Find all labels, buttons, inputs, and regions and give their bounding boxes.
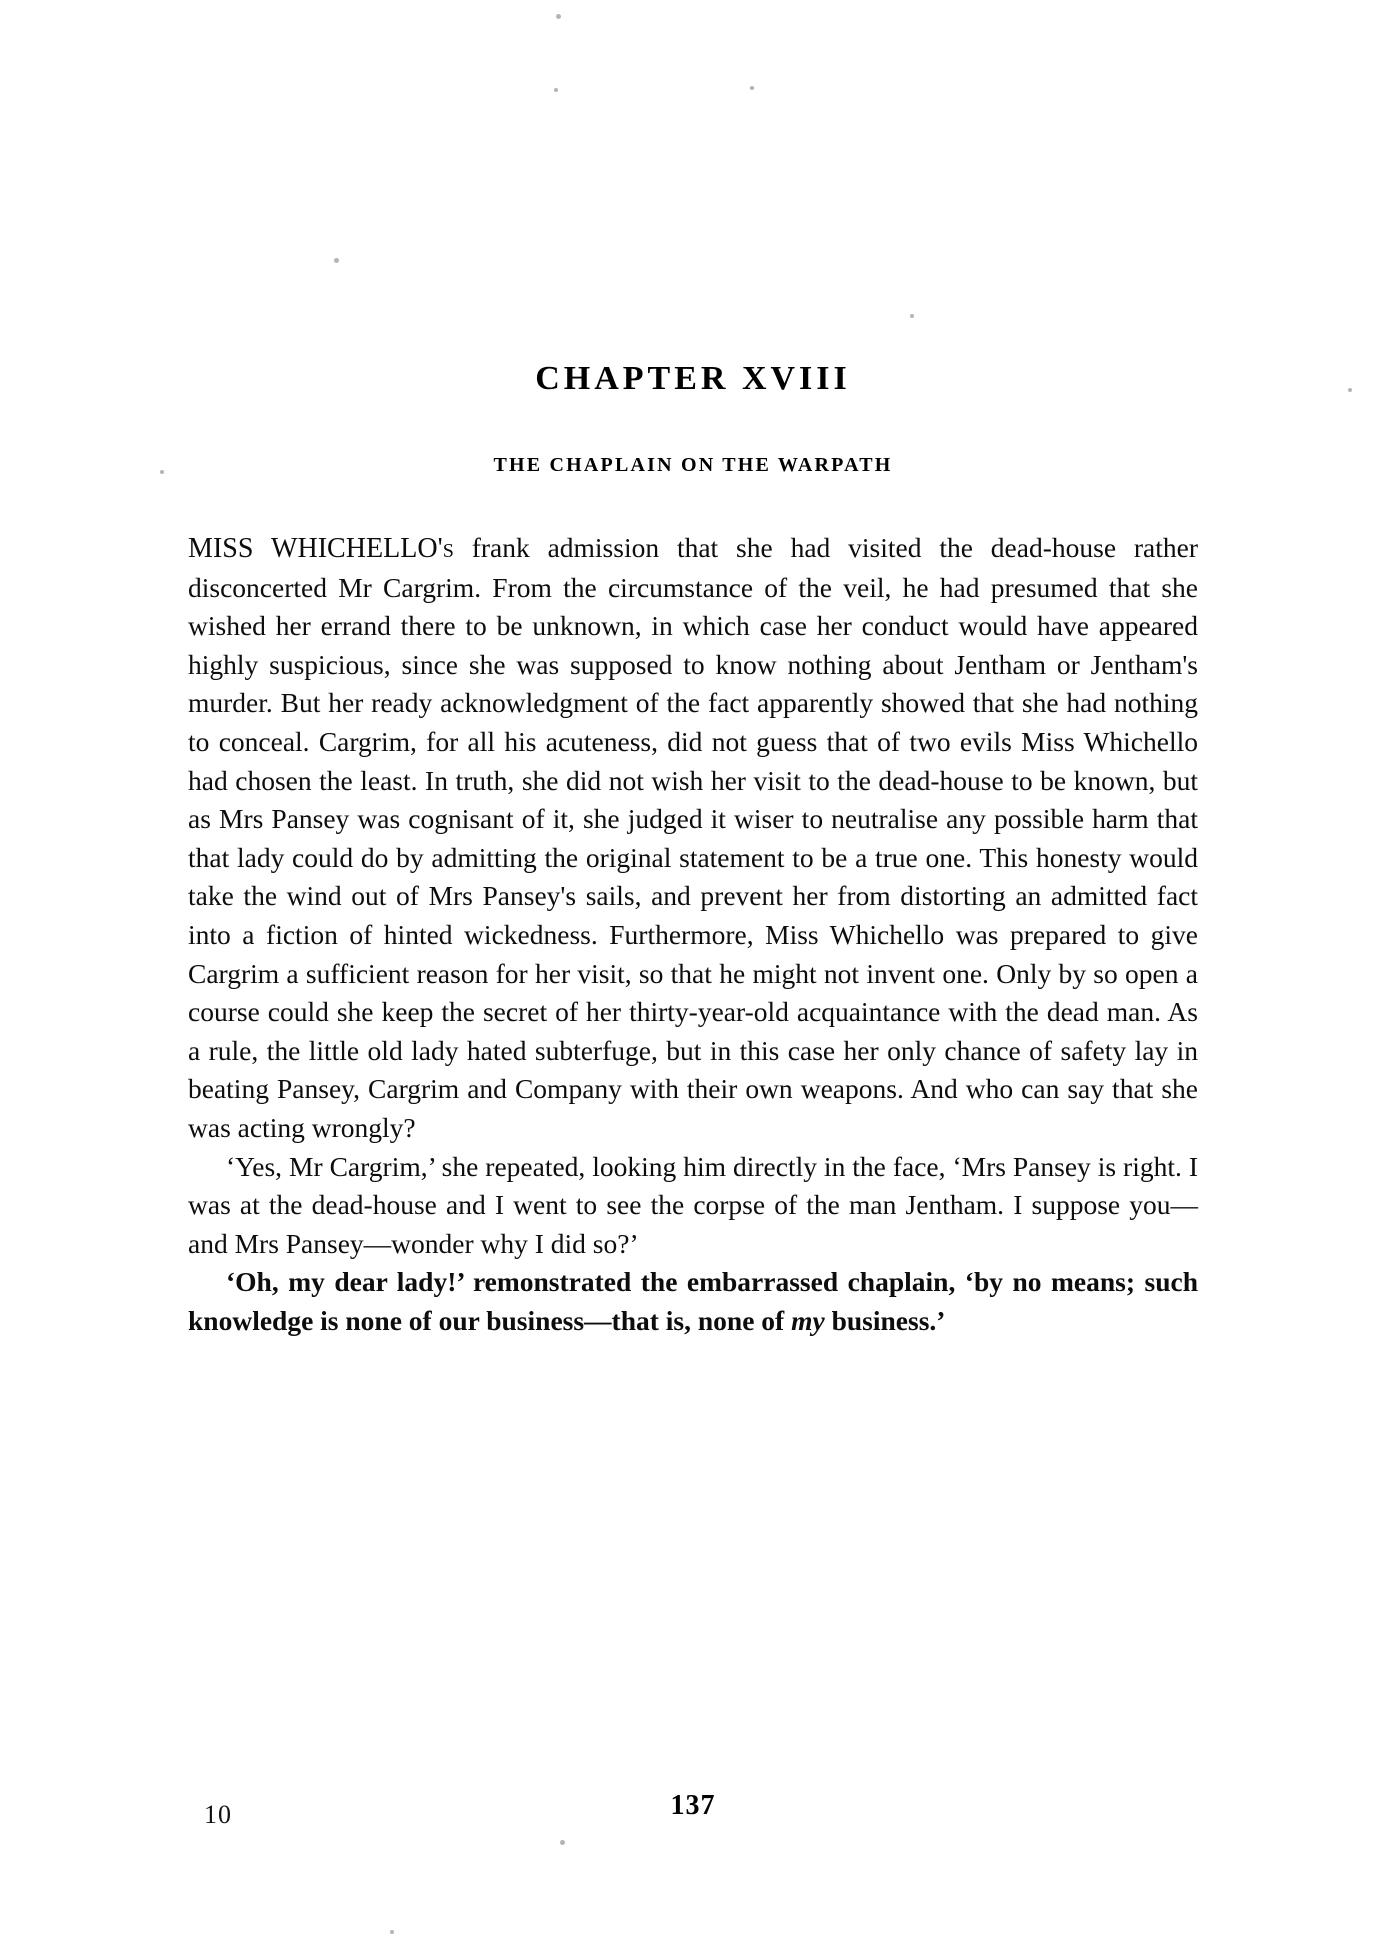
page-content: [188, 360, 1198, 1340]
page-footer: [188, 1790, 1198, 1840]
scan-speck: [390, 1930, 394, 1934]
scan-speck: [910, 314, 914, 318]
chapter-subtitle: THE CHAPLAIN ON THE WARPATH: [493, 454, 893, 476]
scan-speck: [556, 14, 561, 19]
scan-speck: [334, 258, 339, 263]
scan-speck: [750, 86, 754, 90]
paragraph: ‘Oh, my dear lady!’ remonstrated the embarrassed chaplain, ‘by no means; such knowledge is none of our business—that is, none of my business.’: [188, 1266, 1198, 1336]
scan-speck: [554, 88, 558, 92]
scan-speck: [160, 470, 164, 474]
signature-mark: 10: [204, 1800, 232, 1829]
scan-speck: [560, 1840, 565, 1845]
chapter-title: CHAPTER XVIII: [535, 360, 851, 397]
scan-speck: [1348, 388, 1352, 392]
paragraph: ‘Yes, Mr Cargrim,’ she repeated, looking him directly in the face, ‘Mrs Pansey is right. I was at the dead-house and I went to see the corpse of the man Jentham. I suppose you—and Mrs Pansey—wonder why I did so?’: [188, 1150, 1198, 1259]
body-text: [188, 529, 1198, 1340]
page-number: 137: [670, 1790, 716, 1821]
paragraph: MISS WHICHELLO's frank admission that she had visited the dead-house rather disconcerted Mr Cargrim. From the circumstance of the veil, he had presumed that she wished her errand there to be unknown, in which case her conduct would have appeared highly suspicious, since she was supposed to know nothing about Jentham or Jentham's murder. But her ready acknowledgment of the fact apparently showed that she had nothing to conceal. Cargrim, for all his acuteness, did not guess that of two evils Miss Whichello had chosen the least. In truth, she did not wish her visit to the dead-house to be known, but as Mrs Pansey was cognisant of it, she judged it wiser to neutralise any possible harm that that lady could do by admitting the original statement to be a true one. This honesty would take the wind out of Mrs Pansey's sails, and prevent her from distorting an admitted fact into a fiction of hinted wickedness. Furthermore, Miss Whichello was prepared to give Cargrim a sufficient reason for her visit, so that he might not invent one. Only by so open a course could she keep the secret of her thirty-year-old acquaintance with the dead man. As a rule, the little old lady hated subterfuge, but in this case her only chance of safety lay in beating Pansey, Cargrim and Company with their own weapons. And who can say that she was acting wrongly?: [188, 532, 1198, 1143]
